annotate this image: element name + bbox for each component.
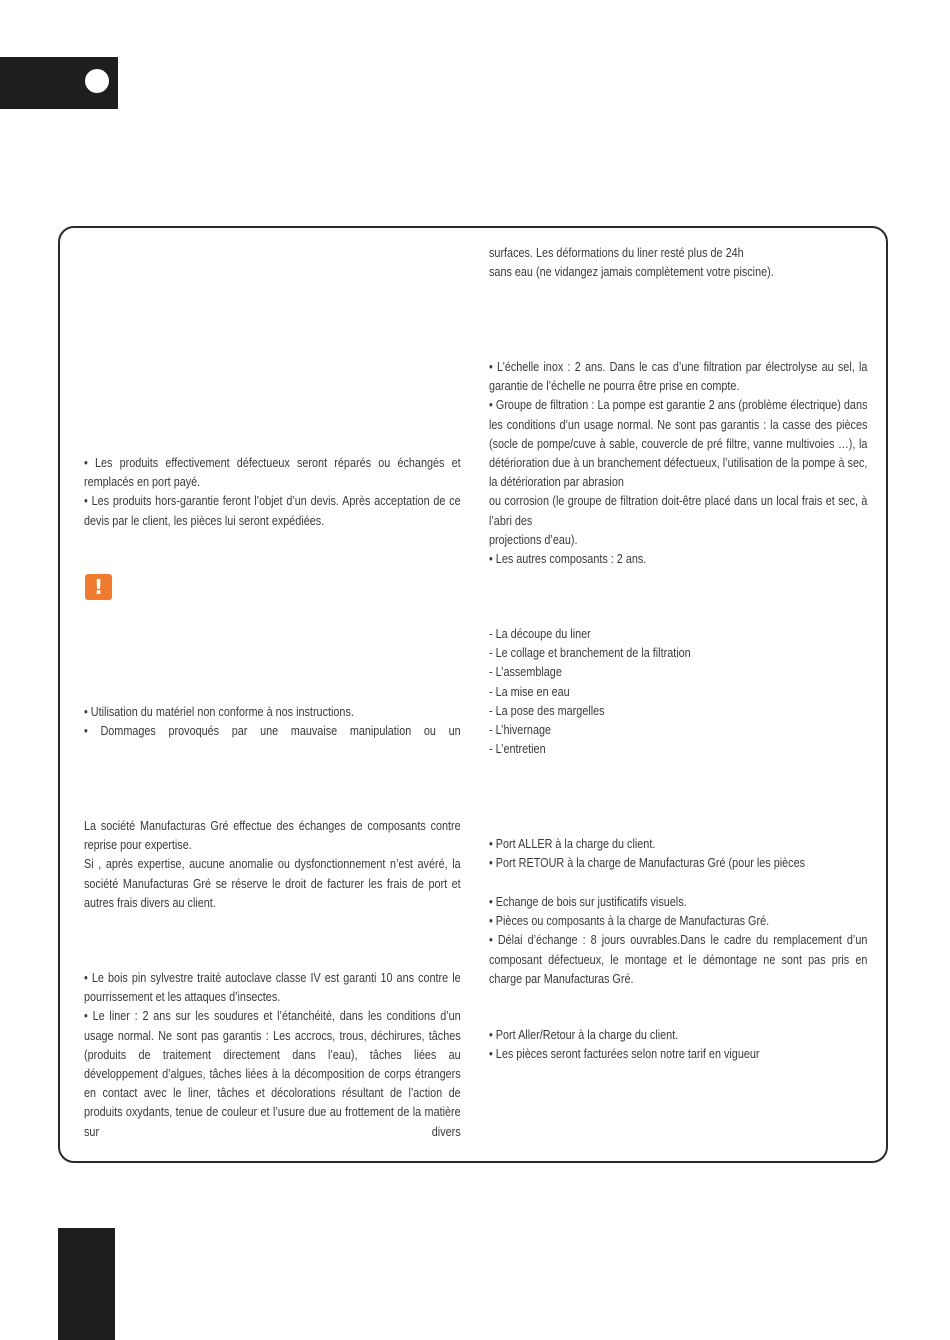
ladder-warranty: • L’échelle inox : 2 ans. Dans le cas d’une filtration par électrolyse au sel, la garantie de l’échelle ne pourra être prise en compte. (489, 360, 868, 394)
wood-exchange-paragraph (489, 893, 867, 989)
list-item: - Le collage et branchement de la filtration (489, 646, 691, 661)
repair-item-2: • Les produits hors-garantie feront l’objet d’un devis. Après acceptation de ce devis par le client, les pièces lui seront expédiées. (84, 494, 461, 528)
billing-item-1: • Port Aller/Retour à la charge du client. (489, 1028, 679, 1042)
exclusion-item-1: • Utilisation du matériel non conforme à nos instructions. (84, 705, 354, 719)
other-components: • Les autres composants : 2 ans. (489, 552, 647, 567)
exclamation-warning-icon: ! (85, 574, 112, 600)
billing-item-2: • Les pièces seront facturées selon notre tarif en vigueur (489, 1047, 760, 1062)
shipping-paragraph (489, 835, 867, 873)
list-item: - L’hivernage (489, 723, 552, 738)
billing-paragraph (489, 1026, 867, 1064)
filtration-warranty: • Groupe de filtration : La pompe est garantie 2 ans (problème électrique) dans les conditions d’un usage normal. Ne sont pas garantis : la casse des pièces (socle de pompe/cuve à sable, couvercle de pré filtre, vanne multivoies …), la détérioration due à un branchement défectueux, l’utilisation de la pompe à sec, la détérioration par abrasion (489, 398, 868, 490)
exclusion-item-2: • Dommages provoqués par une mauvaise manipulation ou un (84, 724, 461, 739)
exchange-item-1: • Echange de bois sur justificatifs visuels. (489, 895, 687, 909)
wood-warranty: • Le bois pin sylvestre traité autoclave classe IV est garanti 10 ans contre le pourrissement et les attaques d’insectes. (84, 971, 461, 1005)
port-item-1: • Port ALLER à la charge du client. (489, 837, 656, 851)
list-item: - L’assemblage (489, 665, 562, 680)
liner-cont-2: sans eau (ne vidangez jamais complètement votre piscine). (489, 265, 774, 280)
liner-cont-1: surfaces. Les déformations du liner resté plus de 24h (489, 246, 744, 260)
liner-warranty: • Le liner : 2 ans sur les soudures et l’étanchéité, dans les conditions d’un usage normal. Ne sont pas garantis : Les accrocs, trous, déchirures, tâches (produits de traitement directement dans l’eau), tâches liées au développement d’algues, tâches liées à la décomposition de corps étrangers en contact avec le liner, tâches et décolorations résultant de l’action de produits oxydants, tenue de couleur et l’usure due au frottement de la matière sur divers (84, 1009, 461, 1139)
list-item: - La mise en eau (489, 684, 570, 699)
list-item: - La découpe du liner (489, 627, 591, 641)
exclusions-paragraph (84, 703, 461, 741)
exchange-text-1: La société Manufacturas Gré effectue des échanges de composants contre reprise pour expertise. (84, 819, 461, 853)
exchange-text-2: Si , après expertise, aucune anomalie ou dysfonctionnement n’est avéré, la société Manufacturas Gré se réserve le droit de facturer les frais de port et autres frais divers au client. (84, 857, 461, 910)
circle-marker-icon (85, 69, 109, 93)
page-tab-marker (0, 57, 118, 109)
filtration-warranty-2: ou corrosion (le groupe de filtration doit-être placé dans un local frais et sec, à l’abri des (489, 494, 868, 528)
list-item: - La pose des margelles (489, 703, 605, 718)
repair-paragraph (84, 454, 461, 531)
list-item: - L’entretien (489, 742, 546, 757)
excluded-services-list (489, 625, 867, 759)
liner-continuation (489, 244, 867, 282)
exchange-item-3: • Délai d’échange : 8 jours ouvrables.Dans le cadre du remplacement d’un composant défectueux, le montage et le démontage ne sont pas pris en charge par Manufacturas Gré. (489, 933, 868, 986)
warranty-paragraph (84, 969, 461, 1142)
filtration-warranty-3: projections d’eau). (489, 532, 578, 547)
page-tab-bottom (58, 1228, 115, 1340)
repair-item-1: • Les produits effectivement défectueux seront réparés ou échangés et remplacés en port payé. (84, 456, 461, 490)
components-paragraph (489, 358, 867, 569)
exchange-paragraph (84, 817, 461, 913)
port-item-2: • Port RETOUR à la charge de Manufacturas Gré (pour les pièces (489, 856, 806, 871)
exchange-item-2: • Pièces ou composants à la charge de Manufacturas Gré. (489, 914, 770, 929)
